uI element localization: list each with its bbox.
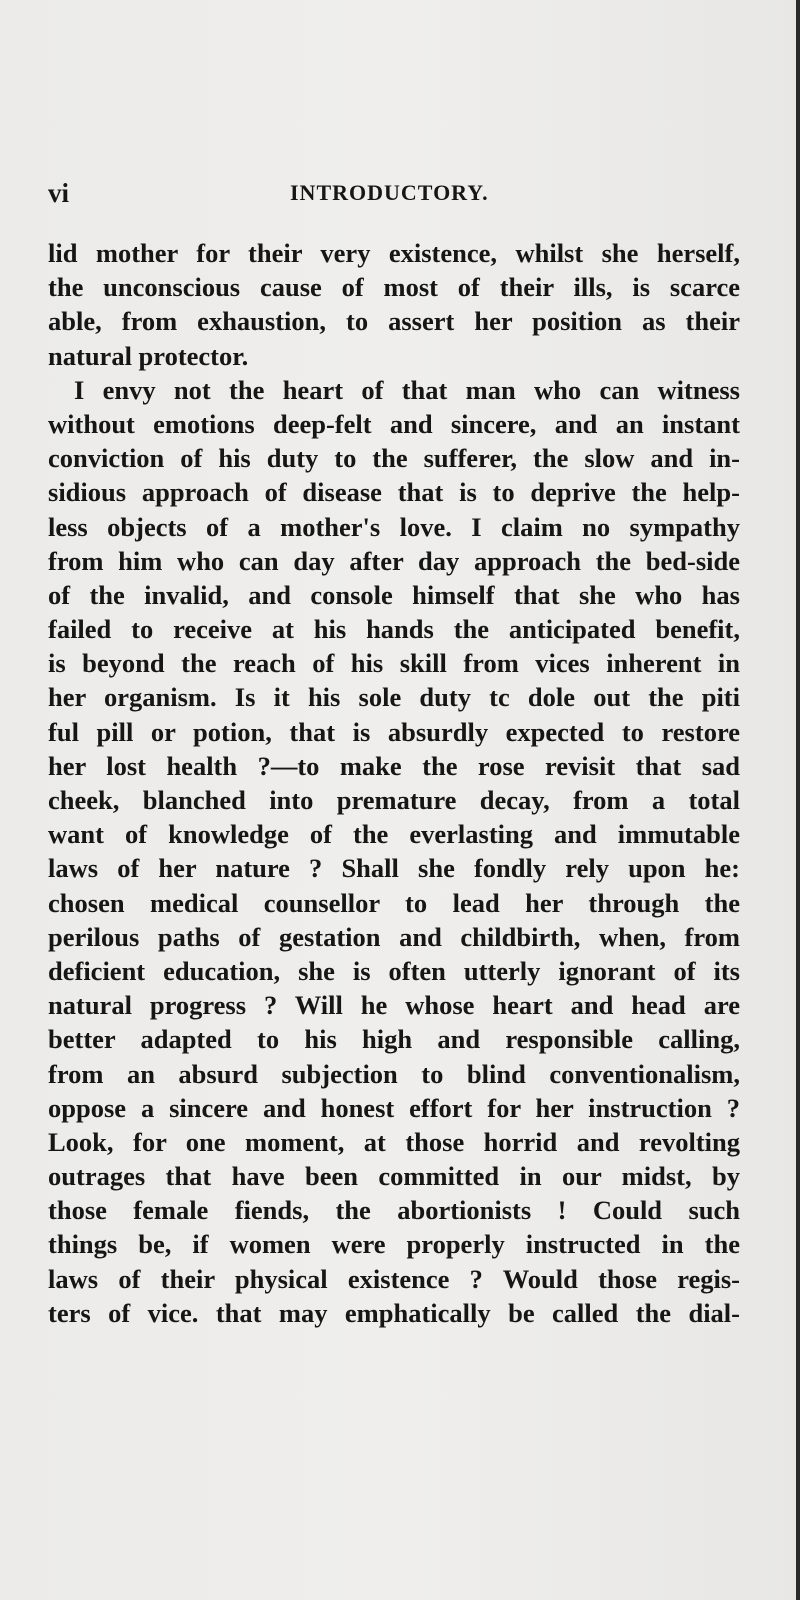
text-line: the unconscious cause of most of their ills, is scarce bbox=[48, 272, 740, 303]
text-line: natural progress ? Will he whose heart and head are bbox=[48, 990, 740, 1021]
text-line: deficient education, she is often utterly ignorant of its bbox=[48, 955, 740, 986]
text-line: outrages that have been committed in our midst, by bbox=[48, 1161, 740, 1192]
text-line: I envy not the heart of that man who can witness bbox=[74, 374, 740, 405]
text-line: sidious approach of disease that is to deprive the help- bbox=[48, 477, 740, 508]
running-head: INTRODUCTORY. bbox=[290, 180, 489, 205]
text-line: of the invalid, and console himself that she who has bbox=[48, 579, 740, 610]
text-line: her lost health ?—to make the rose revisit that sad bbox=[48, 750, 740, 781]
text-line: is beyond the reach of his skill from vices inherent in bbox=[48, 648, 740, 679]
text-line: want of knowledge of the everlasting and immutable bbox=[48, 819, 740, 850]
text-line: oppose a sincere and honest effort for her instruction ? bbox=[48, 1092, 740, 1123]
text-line: without emotions deep-felt and sincere, and an instant bbox=[48, 408, 740, 439]
text-line: less objects of a mother's love. I claim no sympathy bbox=[48, 511, 740, 542]
page-edge-shadow bbox=[796, 0, 800, 1600]
text-line: laws of their physical existence ? Would those regis- bbox=[48, 1263, 740, 1294]
text-line: from an absurd subjection to blind conventionalism, bbox=[48, 1058, 740, 1089]
text-line: better adapted to his high and responsible calling, bbox=[48, 1024, 740, 1055]
text-line: perilous paths of gestation and childbirth, when, from bbox=[48, 921, 740, 952]
text-line: laws of her nature ? Shall she fondly rely upon he: bbox=[48, 853, 740, 884]
text-line: ters of vice. that may emphatically be called the dial- bbox=[48, 1297, 740, 1328]
text-line: conviction of his duty to the sufferer, the slow and in- bbox=[48, 443, 740, 474]
text-line: natural protector. bbox=[48, 340, 249, 371]
page-header bbox=[48, 178, 738, 218]
text-line: Look, for one moment, at those horrid and revolting bbox=[48, 1126, 740, 1157]
text-line: her organism. Is it his sole duty tc dole out the piti bbox=[48, 682, 740, 713]
body-text bbox=[48, 236, 740, 1330]
text-line: lid mother for their very existence, whilst she herself, bbox=[48, 238, 740, 268]
text-line: from him who can day after day approach the bed-side bbox=[48, 545, 740, 576]
text-line: ful pill or potion, that is absurdly expected to restore bbox=[48, 716, 740, 747]
text-line: failed to receive at his hands the anticipated benefit, bbox=[48, 614, 740, 645]
text-line: cheek, blanched into premature decay, from a total bbox=[48, 785, 740, 815]
text-line: able, from exhaustion, to assert her position as their bbox=[48, 306, 740, 337]
page-number: vi bbox=[48, 178, 70, 208]
text-line: things be, if women were properly instructed in the bbox=[48, 1229, 740, 1260]
text-line: those female fiends, the abortionists ! Could such bbox=[48, 1195, 740, 1226]
text-line: chosen medical counsellor to lead her through the bbox=[48, 887, 740, 918]
